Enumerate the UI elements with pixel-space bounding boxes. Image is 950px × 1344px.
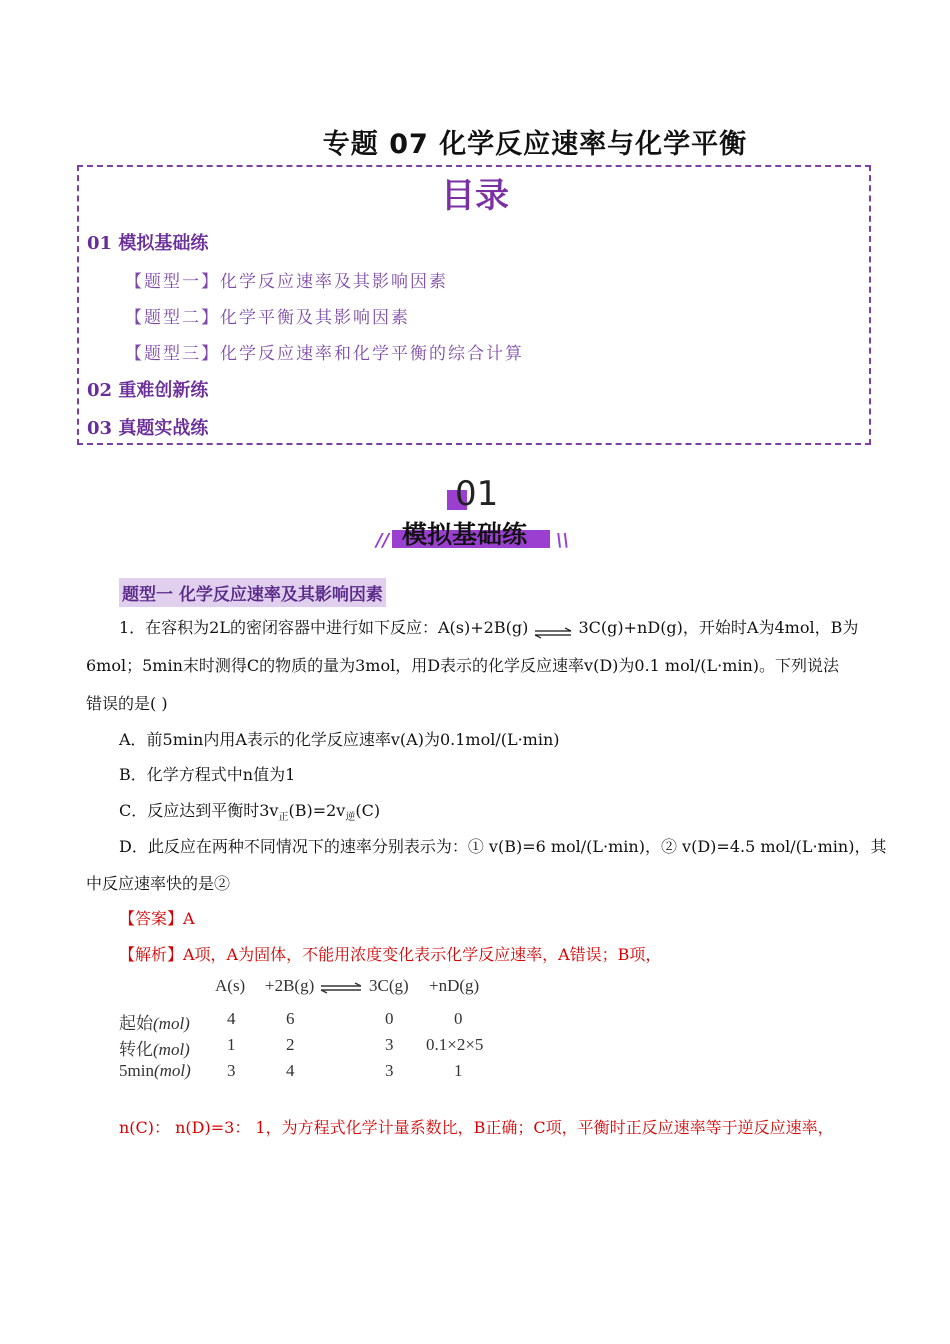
table-cell: 0	[385, 1009, 394, 1028]
document-title: 专题 07 化学反应速率与化学平衡	[322, 129, 748, 160]
table-row: 5min(mol)	[119, 1061, 191, 1080]
question-line-2: 6mol；5min末时测得C的物质的量为3mol，用D表示的化学反应速率v(D)为0.1 mol/(L·min)。下列说法	[86, 656, 840, 675]
table-cell: 2	[286, 1035, 295, 1054]
table-cell: 3	[385, 1035, 394, 1054]
table-header-c: 3C(g)	[369, 976, 409, 995]
table-header-a: A(s)	[215, 976, 246, 995]
option-d[interactable]: D．此反应在两种不同情况下的速率分别表示为：① v(B)=6 mol/(L·min)，② v(D)=4.5 mol/(L·min)，其	[119, 837, 887, 856]
table-header-b: +2B(g)	[265, 976, 315, 995]
toc-section-02[interactable]: 02 重难创新练	[87, 380, 209, 401]
equilibrium-arrow-icon	[533, 623, 573, 635]
option-a[interactable]: A．前5min内用A表示的化学反应速率v(A)为0.1mol/(L·min)	[119, 730, 560, 749]
table-cell: 3	[385, 1061, 394, 1080]
table-cell: 4	[286, 1061, 295, 1080]
table-row: 起始(mol)	[119, 1014, 190, 1033]
table-cell: 4	[227, 1009, 236, 1028]
reaction-table	[119, 976, 519, 1086]
toc-section-03[interactable]: 03 真题实战练	[87, 418, 209, 439]
table-cell: 1	[454, 1061, 463, 1080]
slash-right-icon: \\	[556, 530, 570, 551]
table-cell: 0	[454, 1009, 463, 1028]
table-header-d: +nD(g)	[429, 976, 480, 995]
toc-item-type3[interactable]: 【题型三】化学反应速率和化学平衡的综合计算	[125, 344, 524, 364]
section-number: 01	[455, 474, 499, 514]
analysis-line-1: 【解析】A项，A为固体，不能用浓度变化表示化学反应速率，A错误；B项，	[119, 945, 662, 964]
table-cell: 0.1×2×5	[426, 1035, 484, 1054]
toc-item-type1[interactable]: 【题型一】化学反应速率及其影响因素	[125, 272, 448, 292]
toc-heading: 目录	[441, 176, 509, 216]
question-line-1: 1．在容积为2L的密闭容器中进行如下反应：A(s)+2B(g) 3C(g)+nD(g)，开始时A为4mol，B为	[119, 618, 859, 637]
option-b[interactable]: B．化学方程式中n值为1	[119, 765, 296, 784]
slash-left-icon: //	[376, 530, 390, 551]
toc-item-type2[interactable]: 【题型二】化学平衡及其影响因素	[125, 308, 410, 328]
table-cell: 1	[227, 1035, 236, 1054]
option-c[interactable]: C．反应达到平衡时$3v_正(B)=2v_逆(C)$	[119, 801, 381, 824]
analysis-line-2: n(C)： n(D)=3： 1，为方程式化学计量系数比，B正确；C项，平衡时正反应速率等于逆反应速率，	[119, 1118, 834, 1137]
table-row: 转化(mol)	[119, 1040, 190, 1059]
option-d-cont: 中反应速率快的是②	[86, 874, 231, 893]
table-cell: 6	[286, 1009, 295, 1028]
type-header: 题型一 化学反应速率及其影响因素	[119, 578, 386, 607]
table-cell: 3	[227, 1061, 236, 1080]
question-line-3: 错误的是( )	[86, 694, 168, 713]
answer: 【答案】A	[119, 909, 195, 928]
toc-section-01[interactable]: 01 模拟基础练	[87, 233, 209, 254]
equilibrium-arrow-icon	[319, 982, 363, 994]
section-label: 模拟基础练	[402, 520, 528, 549]
